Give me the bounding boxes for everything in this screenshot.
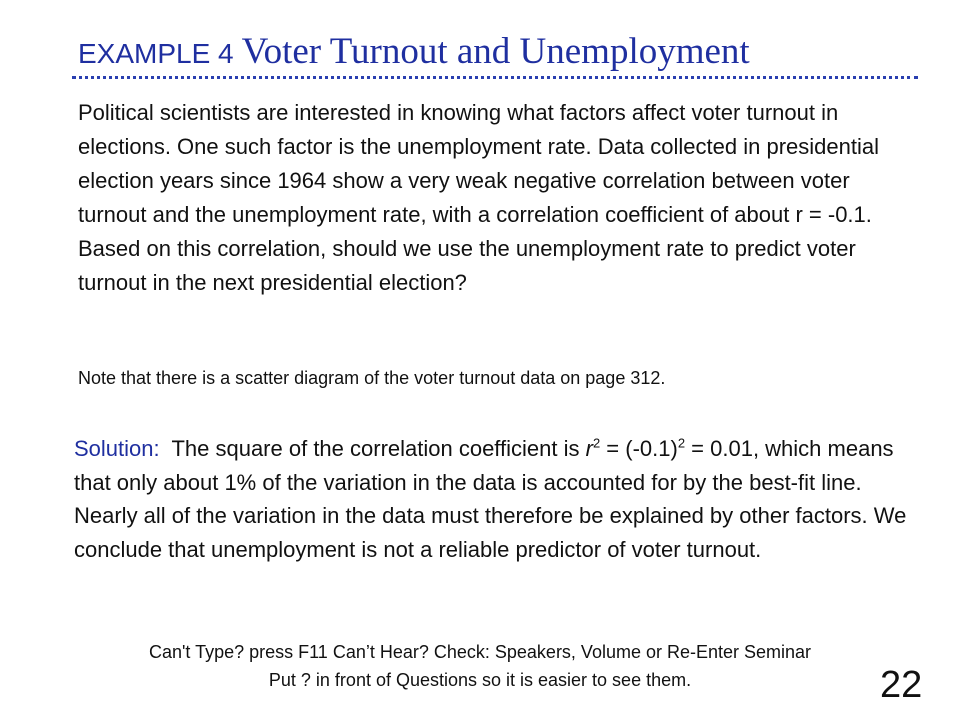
note-paragraph: Note that there is a scatter diagram of the voter turnout data on page 312. (78, 368, 666, 388)
title-divider (72, 76, 918, 79)
solution-paragraph (74, 432, 924, 566)
exponent-2: 2 (677, 435, 686, 451)
exponent-1: 2 (592, 435, 601, 451)
footer-instructions (30, 638, 930, 694)
page-number: 22 (880, 664, 923, 706)
solution-text-c: = 0.01, which means that only about 1% of the variation in the data is accounted for by the best-fit line. Nearly all of the variation in the data must therefore be explained by other factors. We conclude that unemployment is not a reliable predictor of voter turnout. (74, 436, 907, 562)
solution-label: Solution: (74, 436, 160, 461)
example-label: EXAMPLE 4 (78, 38, 234, 69)
footer-line-2: Put ? in front of Questions so it is easier to see them. (268, 670, 692, 690)
question-paragraph: Political scientists are interested in knowing what factors affect voter turnout in elections. One such factor is the unemployment rate. Data collected in presidential election years since 1964 show a very weak negative correlation between voter turnout and the unemployment rate, with a correlation coefficient of about r = -0.1. Based on this correlation, should we use the unemployment rate to predict voter turnout in the next presidential election? (78, 100, 879, 295)
solution-text-b: = (-0.1) (600, 436, 678, 461)
slide-heading: Voter Turnout and Unemployment (241, 31, 750, 72)
footer-line-1: Can't Type? press F11 Can’t Hear? Check: Speakers, Volume or Re-Enter Seminar (148, 642, 812, 662)
solution-text-a: The square of the correlation coefficient is (159, 436, 586, 461)
r-symbol: r (585, 436, 593, 461)
slide-title (78, 30, 918, 80)
